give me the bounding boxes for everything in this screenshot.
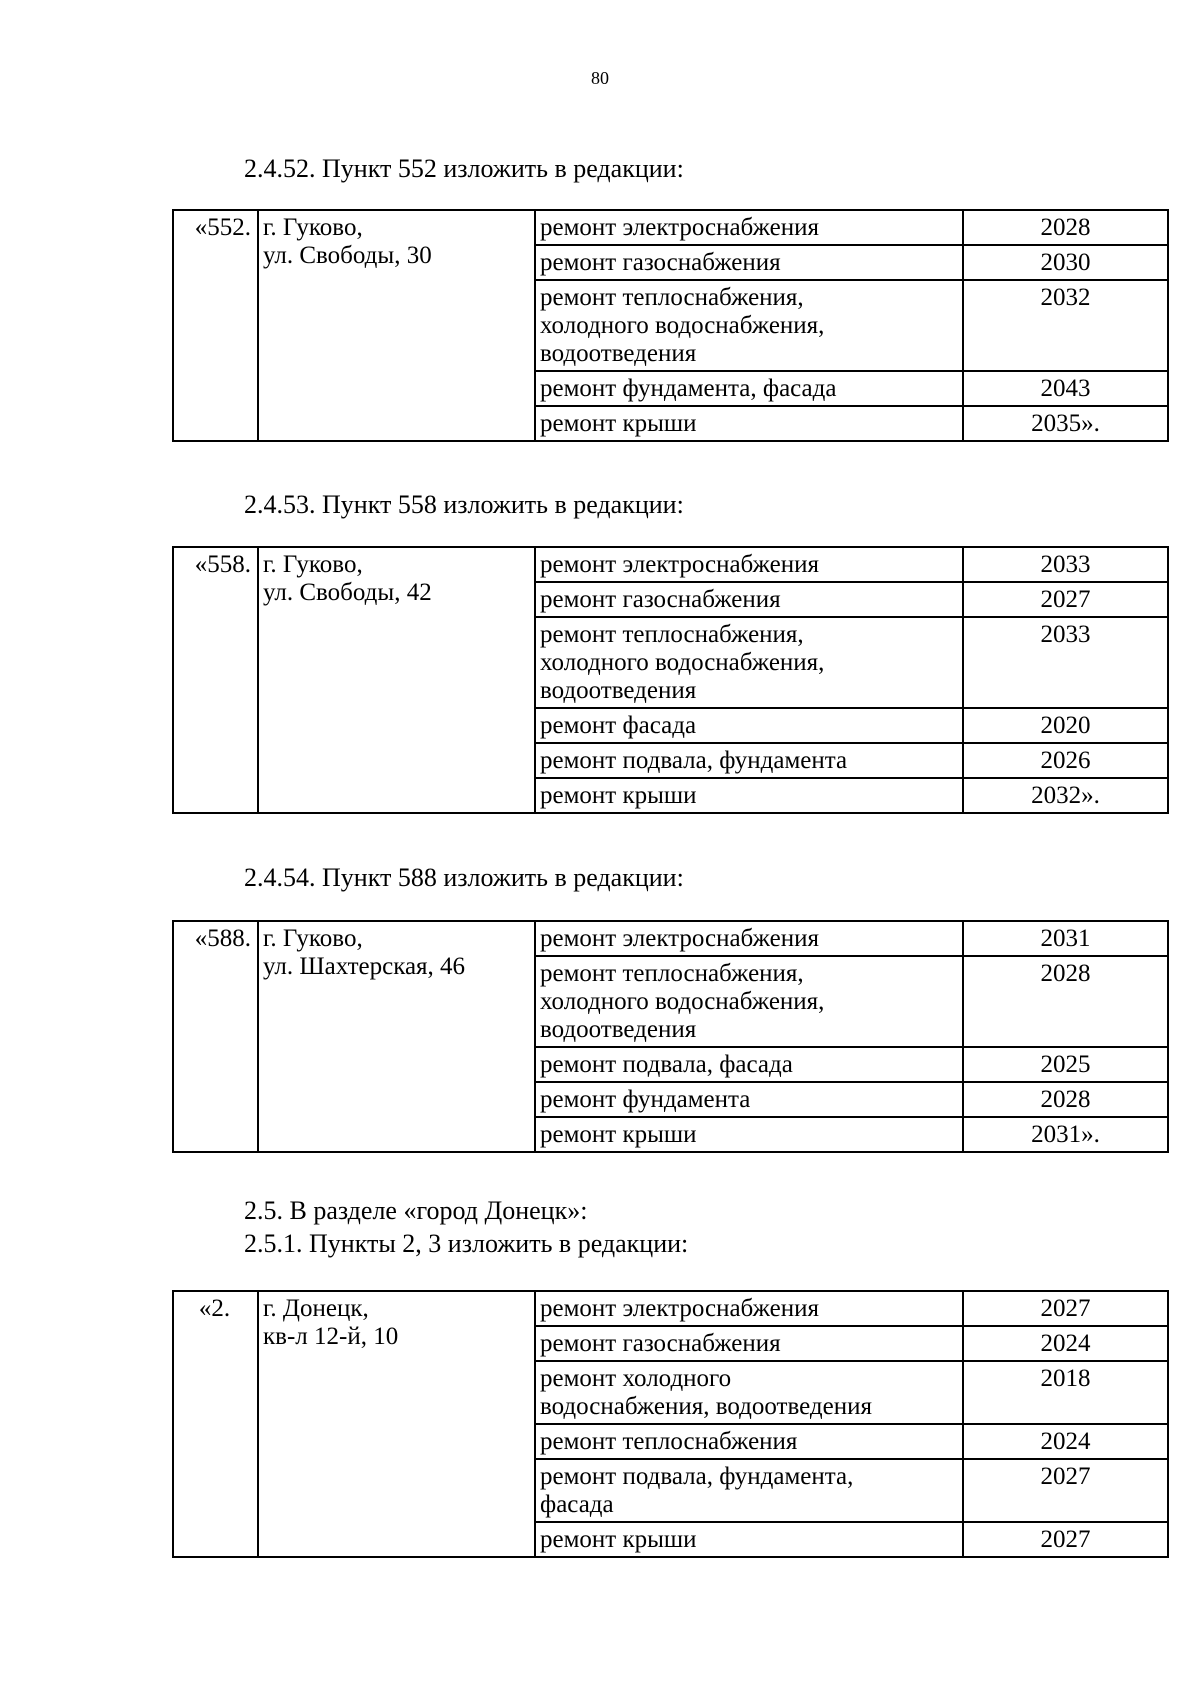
year-cell: 2027: [963, 1522, 1168, 1557]
year-cell: 2028: [963, 956, 1168, 1047]
item-number: «2.: [173, 1291, 258, 1557]
work-cell: ремонт крыши: [535, 406, 963, 441]
section-subheading: 2.5.1. Пункты 2, 3 изложить в редакции:: [244, 1229, 689, 1258]
year-cell: 2027: [963, 1291, 1168, 1326]
table-row: [173, 1291, 1168, 1326]
address-line: ул. Шахтерская, 46: [263, 953, 466, 980]
address-line: г. Гуково,: [263, 551, 363, 578]
work-cell: ремонт крыши: [535, 778, 963, 813]
work-cell: ремонт теплоснабжения, холодного водоснабжения, водоотведения: [535, 617, 963, 708]
year-cell: 2025: [963, 1047, 1168, 1082]
year-cell: 2024: [963, 1326, 1168, 1361]
year-cell: 2043: [963, 371, 1168, 406]
work-cell: ремонт электроснабжения: [535, 921, 963, 956]
year-cell: 2026: [963, 743, 1168, 778]
work-cell: ремонт крыши: [535, 1522, 963, 1557]
year-cell: 2035».: [963, 406, 1168, 441]
table-row: [173, 547, 1168, 582]
work-cell: ремонт фундамента: [535, 1082, 963, 1117]
repair-table: [172, 546, 1169, 814]
address-cell: [258, 1291, 535, 1557]
address-line: кв-л 12-й, 10: [263, 1323, 399, 1350]
work-cell: ремонт теплоснабжения: [535, 1424, 963, 1459]
work-cell: ремонт подвала, фасада: [535, 1047, 963, 1082]
work-cell: ремонт электроснабжения: [535, 547, 963, 582]
work-cell: ремонт газоснабжения: [535, 245, 963, 280]
section-heading: 2.5. В разделе «город Донецк»:: [244, 1196, 588, 1225]
year-cell: 2028: [963, 1082, 1168, 1117]
repair-table: [172, 209, 1169, 442]
item-number: «558.: [173, 547, 258, 813]
table-row: [173, 921, 1168, 956]
item-number: «588.: [173, 921, 258, 1152]
year-cell: 2024: [963, 1424, 1168, 1459]
work-cell: ремонт теплоснабжения, холодного водоснабжения, водоотведения: [535, 280, 963, 371]
address-line: ул. Свободы, 30: [263, 242, 432, 269]
work-cell: ремонт фасада: [535, 708, 963, 743]
address-line: г. Донецк,: [263, 1295, 369, 1322]
address-line: ул. Свободы, 42: [263, 579, 432, 606]
year-cell: 2031».: [963, 1117, 1168, 1152]
work-cell: ремонт подвала, фундамента, фасада: [535, 1459, 963, 1522]
work-cell: ремонт газоснабжения: [535, 582, 963, 617]
year-cell: 2027: [963, 582, 1168, 617]
work-cell: ремонт фундамента, фасада: [535, 371, 963, 406]
year-cell: 2027: [963, 1459, 1168, 1522]
work-cell: ремонт холодного водоснабжения, водоотведения: [535, 1361, 963, 1424]
section-heading: 2.4.53. Пункт 558 изложить в редакции:: [244, 490, 684, 519]
work-cell: ремонт газоснабжения: [535, 1326, 963, 1361]
address-line: г. Гуково,: [263, 214, 363, 241]
work-cell: ремонт электроснабжения: [535, 210, 963, 245]
repair-table: [172, 1290, 1169, 1558]
address-line: г. Гуково,: [263, 925, 363, 952]
address-cell: [258, 210, 535, 441]
work-cell: ремонт теплоснабжения, холодного водоснабжения, водоотведения: [535, 956, 963, 1047]
repair-table: [172, 920, 1169, 1153]
year-cell: 2031: [963, 921, 1168, 956]
year-cell: 2018: [963, 1361, 1168, 1424]
year-cell: 2032: [963, 280, 1168, 371]
work-cell: ремонт электроснабжения: [535, 1291, 963, 1326]
item-number: «552.: [173, 210, 258, 441]
year-cell: 2030: [963, 245, 1168, 280]
address-cell: [258, 547, 535, 813]
page-number: 80: [591, 68, 609, 88]
address-cell: [258, 921, 535, 1152]
table-row: [173, 210, 1168, 245]
year-cell: 2033: [963, 617, 1168, 708]
section-heading: 2.4.52. Пункт 552 изложить в редакции:: [244, 154, 684, 183]
year-cell: 2020: [963, 708, 1168, 743]
year-cell: 2028: [963, 210, 1168, 245]
year-cell: 2032».: [963, 778, 1168, 813]
year-cell: 2033: [963, 547, 1168, 582]
work-cell: ремонт крыши: [535, 1117, 963, 1152]
section-heading: 2.4.54. Пункт 588 изложить в редакции:: [244, 863, 684, 892]
work-cell: ремонт подвала, фундамента: [535, 743, 963, 778]
